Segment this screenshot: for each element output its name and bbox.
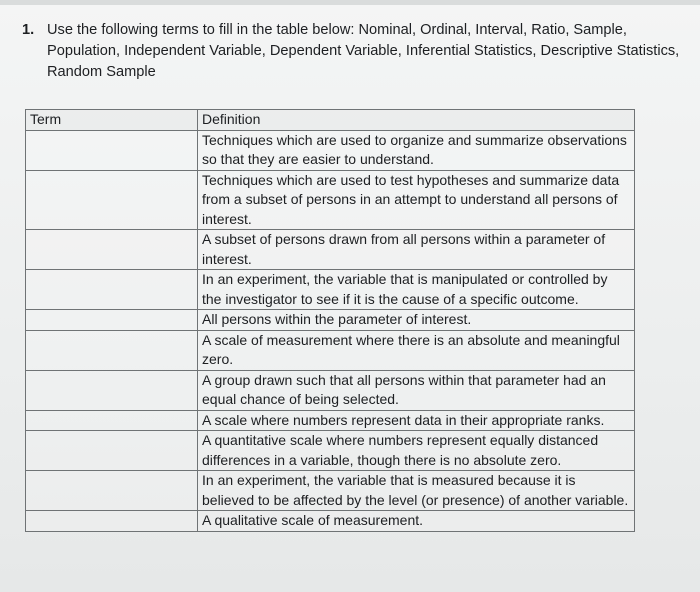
term-cell[interactable] (26, 270, 198, 310)
table-row (26, 431, 635, 471)
table-row (26, 471, 635, 511)
table-row (26, 170, 635, 230)
table-row (26, 511, 635, 532)
definition-cell: A scale where numbers represent data in their appropriate ranks. (198, 410, 635, 431)
term-cell[interactable] (26, 370, 198, 410)
definition-cell: In an experiment, the variable that is manipulated or controlled by the investigator to see if it is the cause of a specific outcome. (198, 270, 635, 310)
terms-table (25, 109, 635, 532)
definition-cell: All persons within the parameter of interest. (198, 310, 635, 331)
definition-cell: Techniques which are used to organize and summarize observations so that they are easier to understand. (198, 130, 635, 170)
term-cell[interactable] (26, 230, 198, 270)
term-cell[interactable] (26, 410, 198, 431)
definition-column-header: Definition (198, 110, 635, 131)
term-cell[interactable] (26, 330, 198, 370)
definition-cell: A quantitative scale where numbers represent equally distanced differences in a variable, though there is no absolute zero. (198, 431, 635, 471)
definition-cell: A qualitative scale of measurement. (198, 511, 635, 532)
question-text: Use the following terms to fill in the table below: Nominal, Ordinal, Interval, Ratio, Sample, Population, Independent Variable, Dependent Variable, Inferential Statistics, Descriptive Statistics, Random Sample (47, 22, 680, 80)
table-header-row (26, 110, 635, 131)
question-number: 1. (22, 22, 35, 38)
table-row (26, 370, 635, 410)
term-cell[interactable] (26, 471, 198, 511)
top-edge-strip (0, 0, 700, 5)
table-row (26, 130, 635, 170)
definition-cell: In an experiment, the variable that is measured because it is believed to be affected by the level (or presence) of another variable. (198, 471, 635, 511)
definition-cell: A subset of persons drawn from all persons within a parameter of interest. (198, 230, 635, 270)
term-cell[interactable] (26, 310, 198, 331)
definition-cell: Techniques which are used to test hypotheses and summarize data from a subset of persons in an attempt to understand all persons of interest. (198, 170, 635, 230)
term-cell[interactable] (26, 130, 198, 170)
term-cell[interactable] (26, 511, 198, 532)
term-column-header: Term (26, 110, 198, 131)
table-row (26, 310, 635, 331)
definition-cell: A group drawn such that all persons within that parameter had an equal chance of being selected. (198, 370, 635, 410)
table-row (26, 230, 635, 270)
term-cell[interactable] (26, 431, 198, 471)
definition-cell: A scale of measurement where there is an absolute and meaningful zero. (198, 330, 635, 370)
table-row (26, 330, 635, 370)
question-prompt (22, 20, 682, 83)
table-row (26, 410, 635, 431)
term-cell[interactable] (26, 170, 198, 230)
table-row (26, 270, 635, 310)
